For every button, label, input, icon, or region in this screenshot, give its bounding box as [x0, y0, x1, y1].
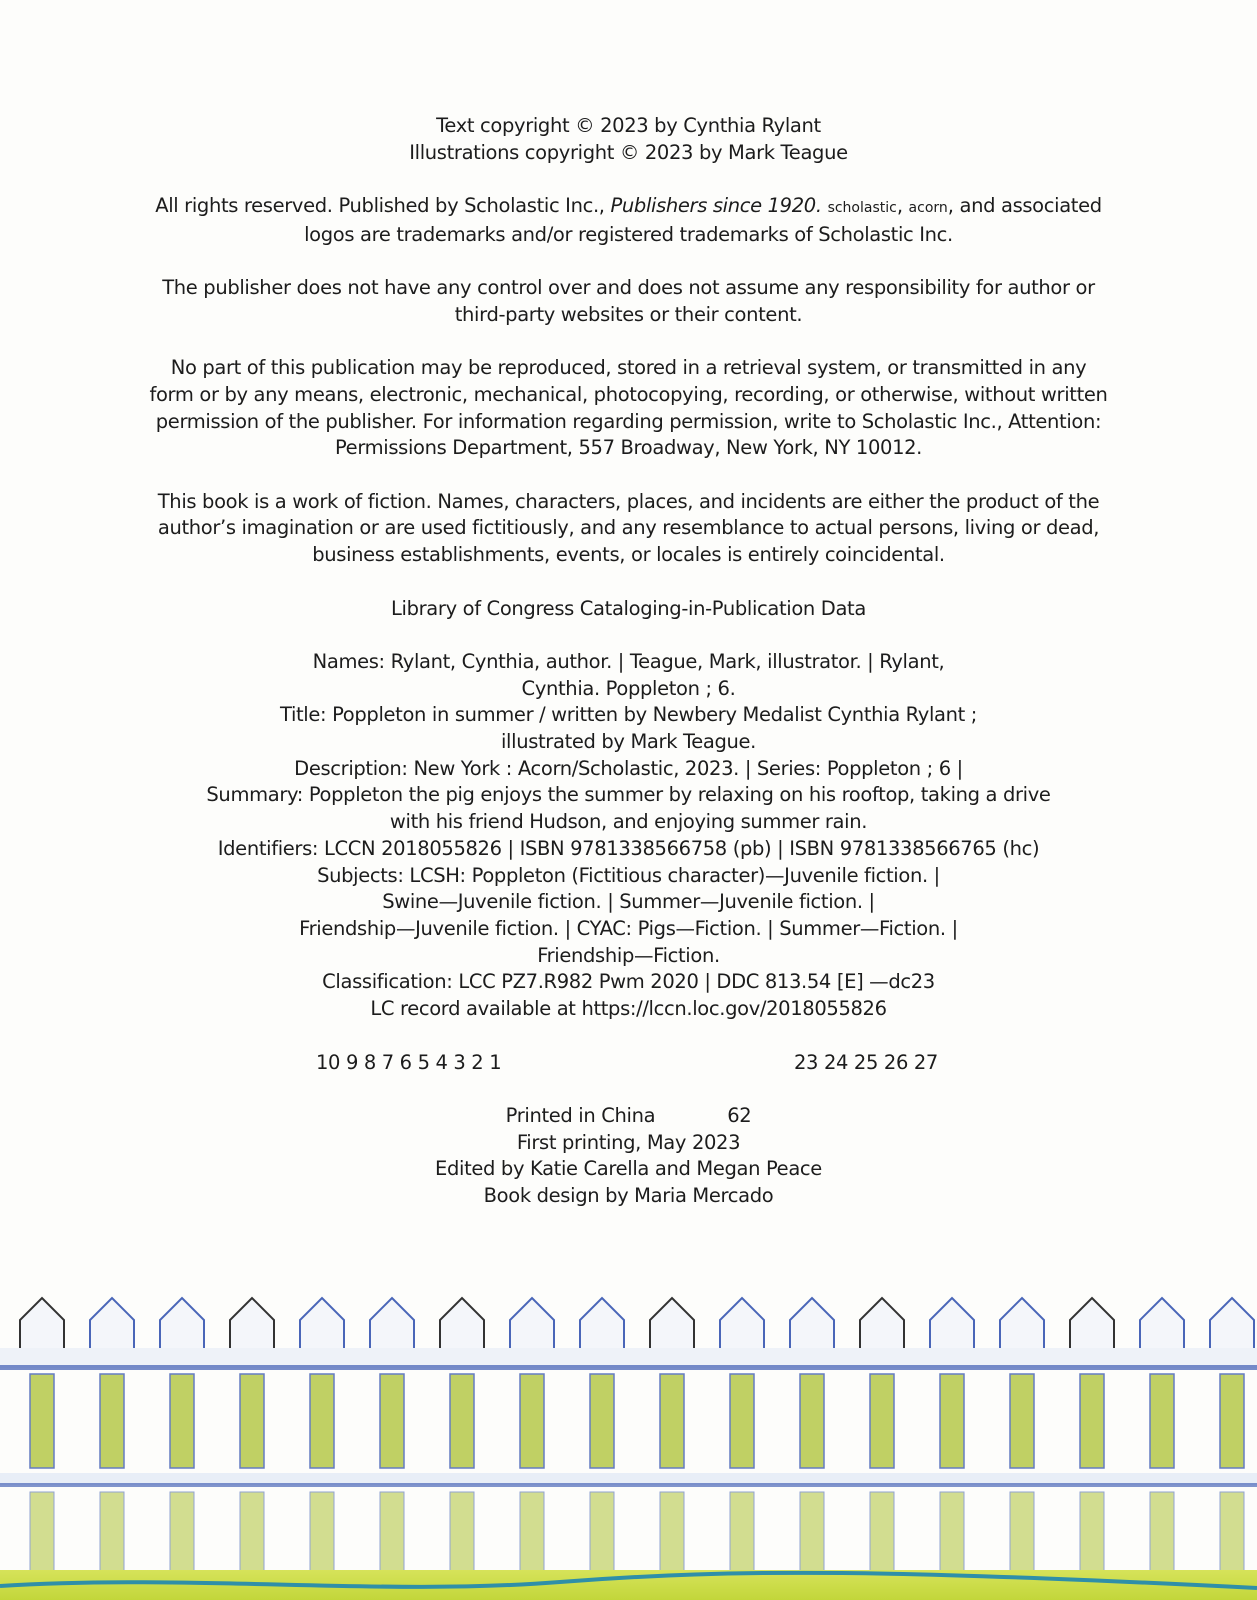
credits-block — [0, 1103, 1257, 1210]
cip-line: Summary: Poppleton the pig enjoys the summer by relaxing on his rooftop, taking a drive — [206, 783, 1051, 807]
fence-picket-tops — [20, 1298, 1257, 1350]
fence-lower-slat — [1080, 1492, 1104, 1572]
fence-bottom-rail-shadow — [0, 1483, 1257, 1487]
cip-line: illustrated by Mark Teague. — [500, 730, 757, 754]
printing-numbers — [0, 1050, 1257, 1077]
cip-block — [0, 649, 1257, 1023]
fence-picket-top — [1070, 1298, 1114, 1350]
reproduction-line: Permissions Department, 557 Broadway, New York, NY 10012. — [334, 436, 923, 460]
reproduction-line: No part of this publication may be reproduced, stored in a retrieval system, or transmitted in any — [170, 356, 1087, 380]
cip-line: Description: New York : Acorn/Scholastic, 2023. | Series: Poppleton ; 6 | — [294, 756, 963, 780]
fence-picket-top — [650, 1298, 694, 1350]
fence-picket-top — [370, 1298, 414, 1350]
fence-picket-top — [300, 1298, 344, 1350]
fence-lower-slat — [240, 1492, 264, 1572]
fence-picket-top — [580, 1298, 624, 1350]
rights-text-end: , and associated — [947, 194, 1102, 218]
cip-line: Identifiers: LCCN 2018055826 | ISBN 9781338566758 (pb) | ISBN 9781338566765 (hc) — [217, 836, 1040, 860]
fence-slat — [170, 1374, 194, 1468]
fence-picket-top — [90, 1298, 134, 1350]
fiction-line: author’s imagination or are used fictitiously, and any resemblance to actual persons, living or dead, — [157, 516, 1100, 540]
fence-lower-slat — [660, 1492, 684, 1572]
fence-lower-slat — [730, 1492, 754, 1572]
fence-slat — [310, 1374, 334, 1468]
reproduction-line: permission of the publisher. For information regarding permission, write to Scholastic Inc., Attention: — [155, 409, 1102, 433]
cip-line: Subjects: LCSH: Poppleton (Fictitious character)—Juvenile fiction. | — [317, 863, 940, 887]
fence-lower-slat — [450, 1492, 474, 1572]
printed-line — [0, 1103, 1257, 1130]
fiction-block — [0, 489, 1257, 569]
fence-slat — [590, 1374, 614, 1468]
fence-lower-slat — [380, 1492, 404, 1572]
fence-lower-slat — [520, 1492, 544, 1572]
fence-slat — [1220, 1374, 1244, 1468]
fence-lower-slat — [940, 1492, 964, 1572]
fence-lower-slat — [870, 1492, 894, 1572]
fence-slat — [520, 1374, 544, 1468]
fence-picket-top — [1000, 1298, 1044, 1350]
fence-lower-slat — [590, 1492, 614, 1572]
fence-picket-top — [720, 1298, 764, 1350]
fence-lower-slat — [100, 1492, 124, 1572]
fence-slat — [30, 1374, 54, 1468]
fence-picket-top — [440, 1298, 484, 1350]
fence-slat — [450, 1374, 474, 1468]
editors: Edited by Katie Carella and Megan Peace — [435, 1157, 822, 1181]
fence-slats — [30, 1374, 1257, 1468]
printing-year-line: 23 24 25 26 27 — [794, 1050, 938, 1074]
fence-picket-top — [230, 1298, 274, 1350]
fence-lower-slat — [1220, 1492, 1244, 1572]
rights-text: All rights reserved. Published by Scholastic Inc., — [155, 194, 611, 218]
fence-picket-top — [160, 1298, 204, 1350]
fence-lower-slats — [30, 1492, 1257, 1572]
cip-line: Friendship—Juvenile fiction. | CYAC: Pigs—Fiction. | Summer—Fiction. | — [299, 917, 958, 940]
fence-slat — [1150, 1374, 1174, 1468]
fence-lower-slat — [1150, 1492, 1174, 1572]
fence-picket-top — [930, 1298, 974, 1350]
fence-slat — [240, 1374, 264, 1468]
fence-picket-top — [20, 1298, 64, 1350]
publishers-since: Publishers since 1920. — [610, 194, 822, 218]
cip-line: Friendship—Fiction. — [537, 943, 720, 967]
fence-lower-slat — [1010, 1492, 1034, 1572]
text-copyright: Text copyright © 2023 by Cynthia Rylant — [436, 114, 821, 137]
fence-lower-slat — [30, 1492, 54, 1572]
fence-picket-top — [860, 1298, 904, 1350]
copyright-block — [0, 113, 1257, 166]
cip-line: LC record available at https://lccn.loc.gov/2018055826 — [370, 997, 887, 1021]
fence-lower-slat — [170, 1492, 194, 1572]
grass — [0, 1570, 1257, 1600]
publisher-note-block — [0, 275, 1257, 328]
publisher-note-line: The publisher does not have any control over and does not assume any responsibility for author or — [162, 276, 1095, 300]
picket-fence-illustration — [0, 1270, 1257, 1600]
rights-line-1: All rights reserved. Published by Scholastic Inc., Publishers since 1920. scholastic, acorn, and associated — [155, 194, 1102, 218]
fence-picket-top — [1140, 1298, 1184, 1350]
fence-slat — [800, 1374, 824, 1468]
fence-slat — [660, 1374, 684, 1468]
illustrations-copyright: Illustrations copyright © 2023 by Mark Teague — [409, 140, 848, 164]
fiction-line: business establishments, events, or locales is entirely coincidental. — [312, 543, 945, 567]
reproduction-line: form or by any means, electronic, mechanical, photocopying, recording, or otherwise, without written — [149, 382, 1108, 406]
cip-line: Swine—Juvenile fiction. | Summer—Juvenile fiction. | — [382, 890, 875, 914]
fence-slat — [870, 1374, 894, 1468]
cip-line: Cynthia. Poppleton ; 6. — [521, 676, 736, 700]
printing-number-line: 10 9 8 7 6 5 4 3 2 1 — [316, 1050, 502, 1074]
fence-slat — [380, 1374, 404, 1468]
book-design: Book design by Maria Mercado — [483, 1183, 774, 1207]
fence-picket-top — [510, 1298, 554, 1350]
fence-slat — [1080, 1374, 1104, 1468]
first-printing: First printing, May 2023 — [516, 1130, 741, 1154]
scholastic-trademark: scholastic — [827, 200, 897, 217]
acorn-trademark: acorn — [908, 200, 948, 217]
fence-slat — [1010, 1374, 1034, 1468]
cip-line: Title: Poppleton in summer / written by Newbery Medalist Cynthia Rylant ; — [279, 703, 978, 727]
cip-heading: Library of Congress Cataloging-in-Publication Data — [391, 596, 866, 620]
fence-top-rail-shadow — [0, 1365, 1257, 1370]
fence-slat — [730, 1374, 754, 1468]
cip-line: Classification: LCC PZ7.R982 Pwm 2020 | DDC 813.54 [E] —dc23 — [322, 970, 935, 994]
reproduction-block — [0, 355, 1257, 462]
fence-lower-slat — [800, 1492, 824, 1572]
printed-code: 62 — [727, 1103, 752, 1127]
printed-in: Printed in China — [505, 1103, 656, 1127]
cip-heading-block — [0, 596, 1257, 623]
cip-line: Names: Rylant, Cynthia, author. | Teague, Mark, illustrator. | Rylant, — [312, 649, 945, 673]
fence-picket-top — [790, 1298, 834, 1350]
fence-picket-top — [1210, 1298, 1254, 1350]
rights-line-2: logos are trademarks and/or registered trademarks of Scholastic Inc. — [304, 222, 953, 246]
fence-lower-slat — [310, 1492, 334, 1572]
rights-block — [0, 193, 1257, 248]
copyright-page — [0, 113, 1257, 1236]
fence-slat — [940, 1374, 964, 1468]
fence-slat — [100, 1374, 124, 1468]
fiction-line: This book is a work of fiction. Names, characters, places, and incidents are either the product of the — [157, 489, 1100, 513]
publisher-note-line: third-party websites or their content. — [454, 302, 803, 326]
cip-line: with his friend Hudson, and enjoying summer rain. — [389, 810, 868, 834]
